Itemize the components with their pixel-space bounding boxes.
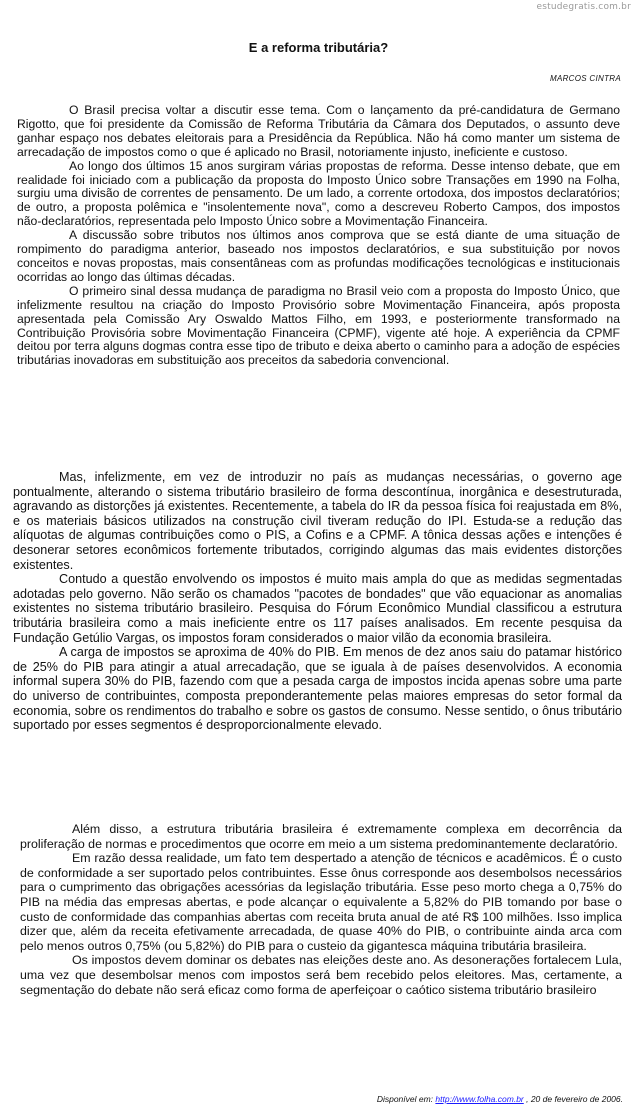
watermark: estudegratis.com.br bbox=[536, 2, 631, 12]
article-title: E a reforma tributária? bbox=[248, 40, 389, 55]
source-citation bbox=[377, 1094, 623, 1104]
paragraph: Além disso, a estrutura tributária brasileira é extremamente complexa em decorrência da proliferação de normas e procedimentos que ocorre em meio a um sistema predominantemente declaratório. bbox=[20, 822, 622, 851]
paragraph: A discussão sobre tributos nos últimos anos comprova que se está diante de uma situação de rompimento do paradigma anterior, baseado nos impostos declaratórios, e sua substituição por novos conceitos e novas propostas, mais consentâneas com as profundas modificações tecnológicas e institucionais ocorridas ao longo das últimas décadas. bbox=[17, 228, 620, 284]
author-name: MARCOS CINTRA bbox=[549, 74, 621, 83]
paragraph: Mas, infelizmente, em vez de introduzir no país as mudanças necessárias, o governo age pontualmente, alterando o sistema tributário brasileiro de forma descontínua, inorgânica e desestruturada, agravando as distorções já existentes. Recentemente, a tabela do IR da pessoa física foi reajustada em 8%, e os materiais básicos utilizados na construção civil tiveram redução do IPI. Estuda-se a redução das alíquotas de algumas contribuições como o PIS, a Cofins e a CPMF. A tônica dessas ações e intenções é desonerar setores econômicos fortemente tributados, corrigindo algumas das mais evidentes distorções existentes. bbox=[13, 470, 622, 572]
paragraph: Contudo a questão envolvendo os impostos é muito mais ampla do que as medidas segmentadas adotadas pelo governo. Não serão os chamados "pacotes de bondades" que vão equacionar as anomalias existentes no sistema tributário brasileiro. Pesquisa do Fórum Econômico Mundial classificou a estrutura tributária brasileira como a mais ineficiente entre os 117 países analisados. Em recente pesquisa da Fundação Getúlio Vargas, os impostos foram considerados o maior vilão da economia brasileira. bbox=[13, 572, 622, 645]
article-body-part-1 bbox=[17, 104, 620, 368]
paragraph: Em razão dessa realidade, um fato tem despertado a atenção de técnicos e acadêmicos. É o custo de conformidade a ser suportado pelos contribuintes. Esse ônus corresponde aos desembolsos necessários para o cumprimento das obrigações acessórias da legislação tributária. Esse peso morto chega a 0,75% do PIB na média das empresas abertas, e pode alcançar o equivalente a 5,82% do PIB tomando por base o custo de conformidade das companhias abertas com receita bruta anual de até R$ 100 milhões. Isso implica dizer que, além da receita efetivamente arrecadada, de quase 40% do PIB, o contribuinte ainda arca com pelo menos outros 0,75% (ou 5,82%) do PIB para o custeio da gigantesca máquina tributária brasileira. bbox=[20, 851, 622, 953]
source-prefix: Disponível em: bbox=[376, 1094, 436, 1104]
article-body-part-2 bbox=[13, 470, 622, 733]
paragraph: Ao longo dos últimos 15 anos surgiram várias propostas de reforma. Desse intenso debate, que em realidade foi iniciado com a publicação da proposta do Imposto Único sobre Transações em 1990 na Folha, surgiu uma divisão de correntes de pensamento. De um lado, a corrente ortodoxa, dos impostos declaratórios; de outro, a proposta polêmica e "insolentemente nova", como a descreveu Roberto Campos, dos impostos não-declaratórios, representada pelo Imposto Único sobre a Movimentação Financeira. bbox=[17, 158, 620, 229]
source-date: , 20 de fevereiro de 2006. bbox=[523, 1094, 623, 1104]
source-link[interactable]: http://www.folha.com.br bbox=[435, 1094, 524, 1104]
paragraph: Os impostos devem dominar os debates nas eleições deste ano. As desonerações fortalecem Lula, uma vez que desembolsar menos com impostos será bem recebido pelos eleitores. Mas, certamente, a segmentação do debate não será eficaz como forma de aperfeiçoar o caótico sistema tributário brasileiro bbox=[20, 953, 622, 997]
article-body-part-3 bbox=[20, 822, 622, 997]
paragraph: A carga de impostos se aproxima de 40% do PIB. Em menos de dez anos saiu do patamar histórico de 25% do PIB para atingir a atual arrecadação, que se iguala à de países desenvolvidos. A economia informal supera 30% do PIB, fazendo com que a pesada carga de impostos incida apenas sobre uma parte do universo de contribuintes, composta preponderantemente pelas maiores empresas do setor formal da economia, sobre os rendimentos do trabalho e sobre os gastos de consumo. Nesse sentido, o ônus tributário suportado por esses segmentos é desproporcionalmente elevado. bbox=[13, 645, 622, 733]
paragraph: O Brasil precisa voltar a discutir esse tema. Com o lançamento da pré-candidatura de Germano Rigotto, que foi presidente da Comissão de Reforma Tributária da Câmara dos Deputados, o assunto deve ganhar espaço nos debates eleitorais para a Presidência da República. Não há como manter um sistema de arrecadação de impostos como o que é aplicado no Brasil, notoriamente injusto, ineficiente e custoso. bbox=[17, 103, 620, 159]
paragraph: O primeiro sinal dessa mudança de paradigma no Brasil veio com a proposta do Imposto Único, que infelizmente resultou na criação do Imposto Provisório sobre Movimentação Financeira, após proposta apresentada pela Comissão Ary Oswaldo Mattos Filho, em 1993, e posteriormente transformado na Contribuição Provisória sobre Movimentação Financeira (CPMF), vigente até hoje. A experiência da CPMF deitou por terra alguns dogmas contra esse tipo de tributo e deixa aberto o caminho para a adoção de espécies tributárias inovadoras em substituição aos preceitos da sabedoria convencional. bbox=[17, 283, 620, 368]
